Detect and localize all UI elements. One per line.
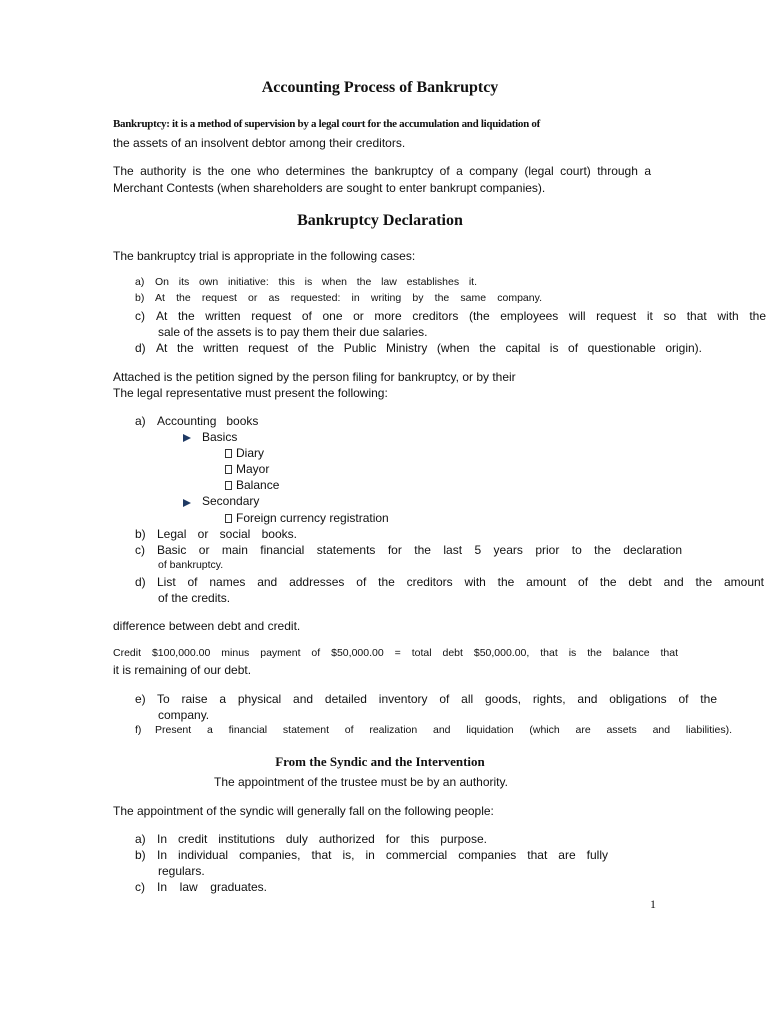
basics-item-mayor: Mayor — [225, 462, 269, 476]
cases-intro: The bankruptcy trial is appropriate in the following cases: — [113, 249, 416, 263]
syndic-text-c: In law graduates. — [157, 880, 267, 894]
attached-line-2: The legal representative must present the following: — [113, 386, 388, 400]
case-text-a: On its own initiative: this is when the law establishes it. — [155, 276, 477, 288]
req-text-e: To raise a physical and detailed inventory of all goods, rights, and obligations of the — [157, 692, 717, 706]
case-text-c-cont: sale of the assets is to pay them their due salaries. — [158, 325, 428, 339]
case-text-c: At the written request of one or more creditors (the employees will request it so that with the — [156, 309, 766, 323]
basics-item-balance: Balance — [225, 478, 279, 492]
syndic-text-b-cont: regulars. — [158, 864, 205, 878]
checkbox-icon — [225, 481, 232, 490]
document-title: Accounting Process of Bankruptcy — [261, 79, 499, 96]
req-text-a: Accounting books — [157, 414, 259, 428]
req-marker-d: d) — [135, 575, 146, 589]
req-marker-b: b) — [135, 527, 146, 541]
definition-rest: the assets of an insolvent debtor among their creditors. — [113, 136, 406, 150]
checkbox-icon — [225, 465, 232, 474]
req-text-c-cont: of bankruptcy. — [158, 559, 224, 571]
basics-item-diary: Diary — [225, 446, 264, 460]
secondary-item-foreign-currency: Foreign currency registration — [225, 511, 389, 525]
case-marker-c: c) — [135, 309, 145, 323]
checkbox-icon — [225, 514, 232, 523]
arrow-bullet-icon — [183, 499, 191, 507]
section-heading-declaration: Bankruptcy Declaration — [297, 212, 463, 229]
req-text-b: Legal or social books. — [157, 527, 297, 541]
req-text-d-cont: of the credits. — [158, 591, 231, 605]
req-marker-f: f) — [135, 724, 142, 736]
authority-line-1: The authority is the one who determines the bankruptcy of a company (legal court) through a — [113, 164, 651, 178]
difference-text: difference between debt and credit. — [113, 619, 301, 633]
arrow-bullet-icon — [183, 434, 191, 442]
syndic-marker-c: c) — [135, 880, 145, 894]
syndic-text-b: In individual companies, that is, in commercial companies that are fully — [157, 848, 608, 862]
req-text-c: Basic or main financial statements for the last 5 years prior to the declaration — [157, 543, 682, 557]
case-text-d: At the written request of the Public Ministry (when the capital is of questionable origin). — [156, 341, 702, 355]
syndic-marker-b: b) — [135, 848, 146, 862]
case-marker-a: a) — [135, 276, 145, 288]
basics-label: Basics — [202, 430, 238, 444]
attached-line-1: Attached is the petition signed by the person filing for bankruptcy, or by their — [113, 370, 516, 384]
syndic-intro: The appointment of the syndic will generally fall on the following people: — [113, 804, 494, 818]
example-line-2: it is remaining of our debt. — [113, 663, 252, 677]
req-marker-c: c) — [135, 543, 145, 557]
syndic-subtitle: The appointment of the trustee must be by an authority. — [214, 775, 508, 789]
case-marker-b: b) — [135, 292, 145, 304]
case-marker-d: d) — [135, 341, 146, 355]
req-text-d: List of names and addresses of the creditors with the amount of the debt and the amount — [157, 575, 764, 589]
req-text-e-cont: company. — [158, 708, 210, 722]
syndic-marker-a: a) — [135, 832, 146, 846]
req-marker-e: e) — [135, 692, 146, 706]
example-line-1: Credit $100,000.00 minus payment of $50,000.00 = total debt $50,000.00, that is the balance that — [113, 647, 678, 659]
definition-lead: Bankruptcy: it is a method of supervision by a legal court for the accumulation and liquidation of — [113, 118, 540, 130]
page-number: 1 — [650, 897, 656, 911]
checkbox-icon — [225, 449, 232, 458]
syndic-text-a: In credit institutions duly authorized for this purpose. — [157, 832, 487, 846]
case-text-b: At the request or as requested: in writing by the same company. — [155, 292, 542, 304]
req-marker-a: a) — [135, 414, 146, 428]
req-text-f: Present a financial statement of realization and liquidation (which are assets and liabilities). — [155, 724, 732, 736]
secondary-label: Secondary — [202, 494, 260, 508]
authority-line-2: Merchant Contests (when shareholders are sought to enter bankrupt companies). — [113, 181, 546, 195]
section-heading-syndic: From the Syndic and the Intervention — [275, 754, 485, 769]
